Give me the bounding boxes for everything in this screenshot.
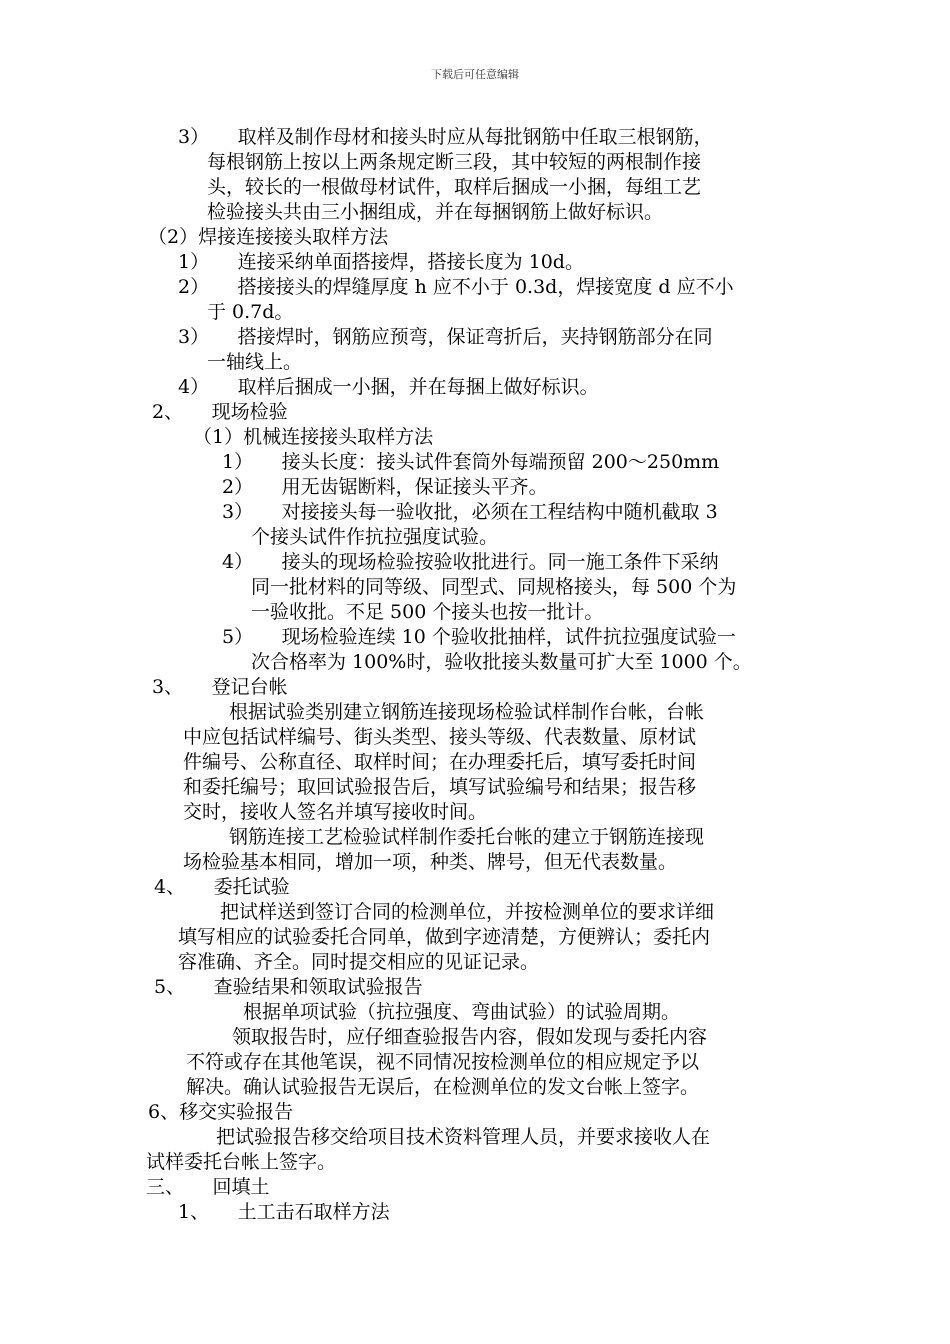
text-line: 一验收批。不足 500 个接头也按一批计。 xyxy=(251,601,604,623)
text-line: 3） 对接接头每一验收批，必须在工程结构中随机截取 3 xyxy=(222,501,718,523)
text-line: 把试验报告移交给项目技术资料管理人员，并要求接收人在 xyxy=(216,1126,711,1148)
text-line: 中应包括试样编号、街头类型、接头等级、代表数量、原材试 xyxy=(183,726,697,748)
text-line: 检验接头共由三小捆组成，并在每捆钢筋上做好标识。 xyxy=(207,201,664,223)
text-line: 头，较长的一根做母材试件，取样后捆成一小捆，每组工艺 xyxy=(207,176,702,198)
text-line: 根据单项试验（抗拉强度、弯曲试验）的试验周期。 xyxy=(243,1001,681,1023)
section-heading: 6、移交实验报告 xyxy=(148,1101,294,1123)
text-line: 每根钢筋上按以上两条规定断三段，其中较短的两根制作接 xyxy=(207,151,702,173)
text-line: 于 0.7d。 xyxy=(207,301,294,323)
text-line: 容准确、齐全。同时提交相应的见证记录。 xyxy=(178,951,540,973)
text-line: 1） 连接采纳单面搭接焊，搭接长度为 10d。 xyxy=(178,251,584,273)
text-line: 把试样送到签订合同的检测单位，并按检测单位的要求详细 xyxy=(220,901,715,923)
text-line: 件编号、公称直径、取样时间；在办理委托后，填写委托时间 xyxy=(183,751,697,773)
text-line: 4） 取样后捆成一小捆，并在每捆上做好标识。 xyxy=(178,376,599,398)
text-line: 3） 取样及制作母材和接头时应从每批钢筋中任取三根钢筋， xyxy=(178,126,713,148)
text-line: 4） 接头的现场检验按验收批进行。同一施工条件下采纳 xyxy=(222,551,719,573)
section-heading: 三、 回填土 xyxy=(146,1176,270,1198)
section-heading: 1、 土工击石取样方法 xyxy=(178,1201,390,1223)
text-line: 试样委托台帐上签字。 xyxy=(146,1151,337,1173)
text-line: 同一批材料的同等级、同型式、同规格接头，每 500 个为 xyxy=(251,576,737,598)
text-line: 解决。确认试验报告无误后，在检测单位的发文台帐上签字。 xyxy=(186,1076,700,1098)
text-line: 领取报告时，应仔细查验报告内容，假如发现与委托内容 xyxy=(232,1026,708,1048)
text-line: 5） 现场检验连续 10 个验收批抽样，试件抗拉强度试验一 xyxy=(222,626,736,648)
text-line: 个接头试件作抗拉强度试验。 xyxy=(251,526,499,548)
section-heading: 3、 登记台帐 xyxy=(152,676,288,698)
text-line: 不符或存在其他笔误，视不同情况按检测单位的相应规定予以 xyxy=(186,1051,700,1073)
page-header: 下载后可任意编辑 xyxy=(431,68,519,81)
text-line: 次合格率为 100%时，验收批接头数量可扩大至 1000 个。 xyxy=(251,651,752,673)
text-line: 钢筋连接工艺检验试样制作委托台帐的建立于钢筋连接现 xyxy=(229,826,705,848)
text-line: 场检验基本相同，增加一项，种类、牌号，但无代表数量。 xyxy=(183,851,678,873)
text-line: 一轴线上。 xyxy=(207,351,303,373)
text-line: 2） 搭接接头的焊缝厚度 h 应不小于 0.3d，焊接宽度 d 应不小 xyxy=(178,276,734,298)
text-line: 交时，接收人签名并填写接收时间。 xyxy=(183,801,488,823)
text-line: 2） 用无齿锯断料，保证接头平齐。 xyxy=(222,476,548,498)
text-line: 根据试验类别建立钢筋连接现场检验试样制作台帐，台帐 xyxy=(229,701,705,723)
section-heading: 5、 查验结果和领取试验报告 xyxy=(154,976,423,998)
text-line: 3） 搭接焊时，钢筋应预弯，保证弯折后，夹持钢筋部分在同 xyxy=(178,326,713,348)
section-heading: 4、 委托试验 xyxy=(154,876,290,898)
text-line: 1） 接头长度：接头试件套筒外每端预留 200～250mm xyxy=(222,451,720,473)
section-heading: （1）机械连接接头取样方法 xyxy=(193,426,434,448)
section-heading: 2、 现场检验 xyxy=(152,401,288,423)
text-line: 填写相应的试验委托合同单，做到字迹清楚，方便辨认；委托内 xyxy=(178,926,711,948)
section-heading: （2）焊接连接接头取样方法 xyxy=(148,226,389,248)
text-line: 和委托编号；取回试验报告后，填写试验编号和结果；报告移 xyxy=(183,776,697,798)
